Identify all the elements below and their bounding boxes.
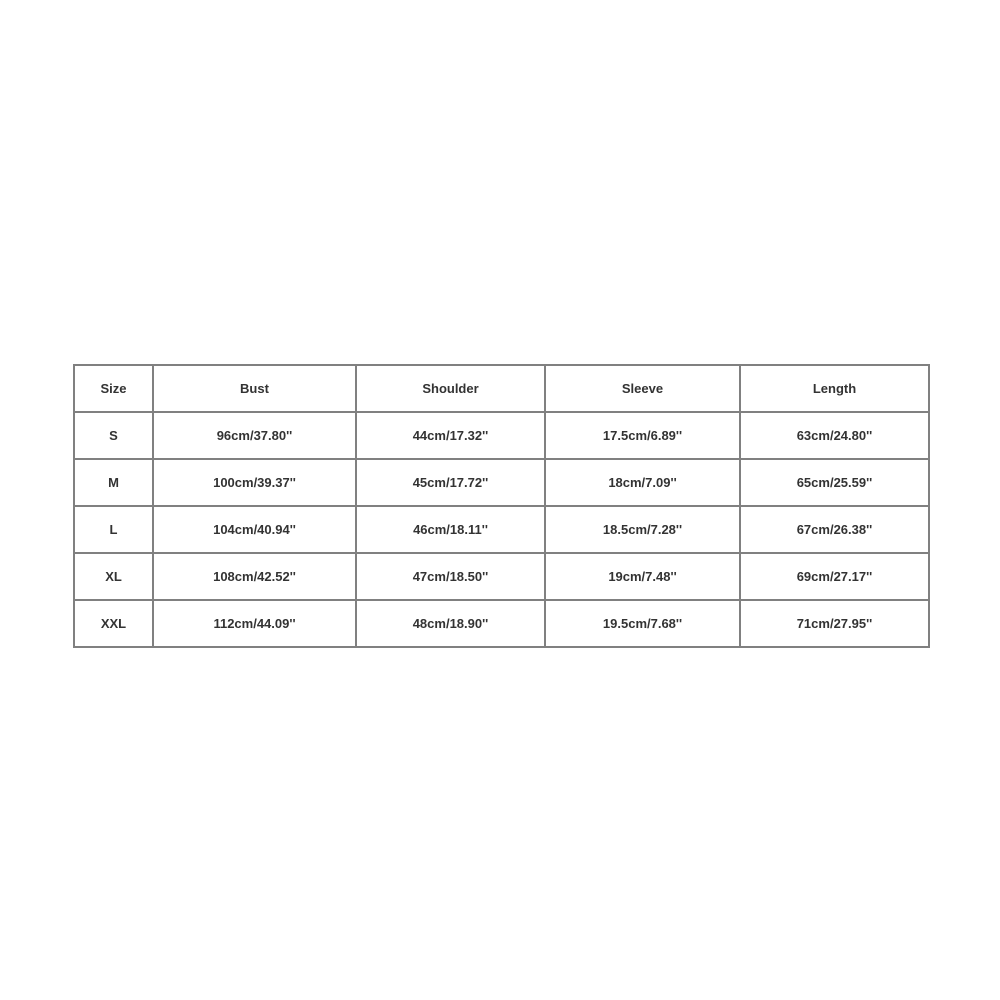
cell-sleeve: 19cm/7.48'' — [545, 553, 740, 600]
cell-length: 65cm/25.59'' — [740, 459, 929, 506]
header-size: Size — [74, 365, 153, 412]
header-sleeve: Sleeve — [545, 365, 740, 412]
header-bust: Bust — [153, 365, 356, 412]
cell-bust: 104cm/40.94'' — [153, 506, 356, 553]
cell-bust: 108cm/42.52'' — [153, 553, 356, 600]
cell-shoulder: 46cm/18.11'' — [356, 506, 545, 553]
cell-sleeve: 18cm/7.09'' — [545, 459, 740, 506]
header-length: Length — [740, 365, 929, 412]
table-row — [74, 600, 929, 647]
cell-bust: 100cm/39.37'' — [153, 459, 356, 506]
table-row — [74, 553, 929, 600]
cell-shoulder: 48cm/18.90'' — [356, 600, 545, 647]
cell-shoulder: 45cm/17.72'' — [356, 459, 545, 506]
table-header-row — [74, 365, 929, 412]
cell-size: XXL — [74, 600, 153, 647]
cell-length: 67cm/26.38'' — [740, 506, 929, 553]
table-row — [74, 412, 929, 459]
cell-sleeve: 19.5cm/7.68'' — [545, 600, 740, 647]
cell-bust: 96cm/37.80'' — [153, 412, 356, 459]
cell-length: 71cm/27.95'' — [740, 600, 929, 647]
cell-size: M — [74, 459, 153, 506]
header-shoulder: Shoulder — [356, 365, 545, 412]
size-chart-table — [73, 364, 930, 648]
cell-length: 63cm/24.80'' — [740, 412, 929, 459]
cell-bust: 112cm/44.09'' — [153, 600, 356, 647]
cell-size: XL — [74, 553, 153, 600]
table-row — [74, 506, 929, 553]
cell-length: 69cm/27.17'' — [740, 553, 929, 600]
cell-sleeve: 17.5cm/6.89'' — [545, 412, 740, 459]
cell-shoulder: 44cm/17.32'' — [356, 412, 545, 459]
cell-size: L — [74, 506, 153, 553]
table-row — [74, 459, 929, 506]
cell-sleeve: 18.5cm/7.28'' — [545, 506, 740, 553]
cell-shoulder: 47cm/18.50'' — [356, 553, 545, 600]
cell-size: S — [74, 412, 153, 459]
